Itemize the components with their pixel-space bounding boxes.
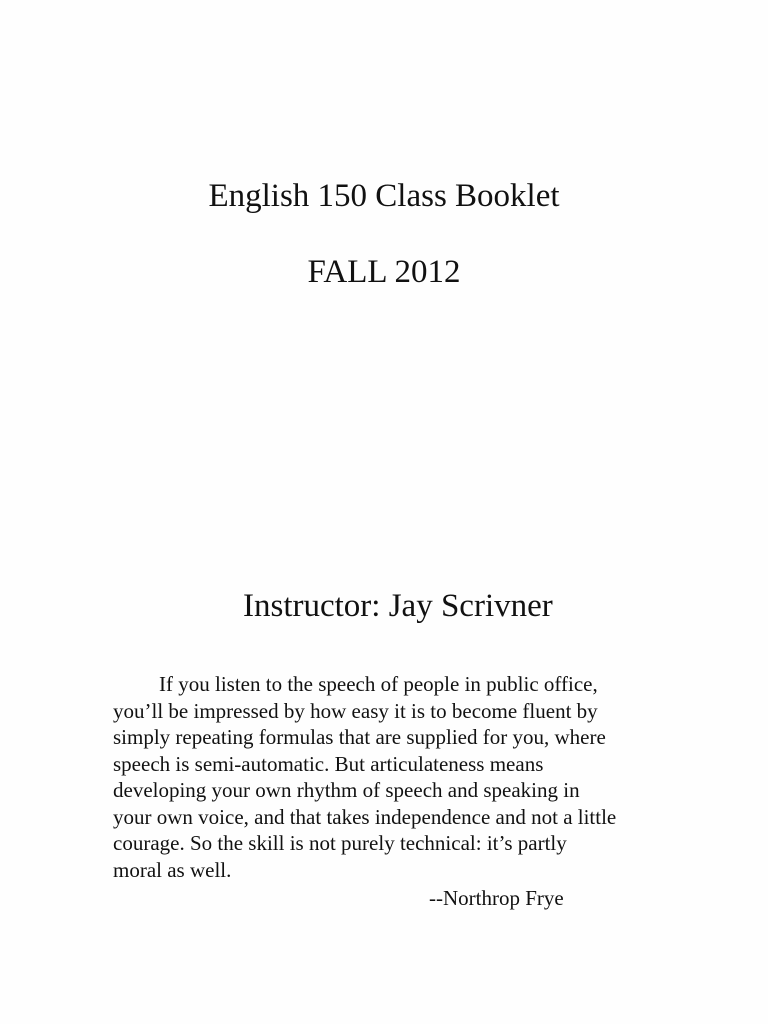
epigraph-quote bbox=[113, 671, 673, 883]
instructor-name: Instructor: Jay Scrivner bbox=[243, 588, 553, 624]
quote-line: If you listen to the speech of people in public office, bbox=[159, 672, 598, 696]
booklet-title: English 150 Class Booklet bbox=[208, 178, 560, 214]
quote-attribution: --Northrop Frye bbox=[429, 886, 564, 910]
quote-line: developing your own rhythm of speech and speaking in bbox=[113, 778, 580, 802]
quote-line: you’ll be impressed by how easy it is to become fluent by bbox=[113, 698, 598, 723]
quote-line: moral as well. bbox=[113, 857, 232, 882]
quote-line: courage. So the skill is not purely technical: it’s partly bbox=[113, 831, 567, 855]
term-label: FALL 2012 bbox=[307, 254, 461, 290]
quote-line: your own voice, and that takes independence and not a little bbox=[113, 804, 617, 829]
quote-line: speech is semi-automatic. But articulateness means bbox=[113, 751, 544, 776]
quote-line: simply repeating formulas that are supplied for you, where bbox=[113, 725, 606, 749]
